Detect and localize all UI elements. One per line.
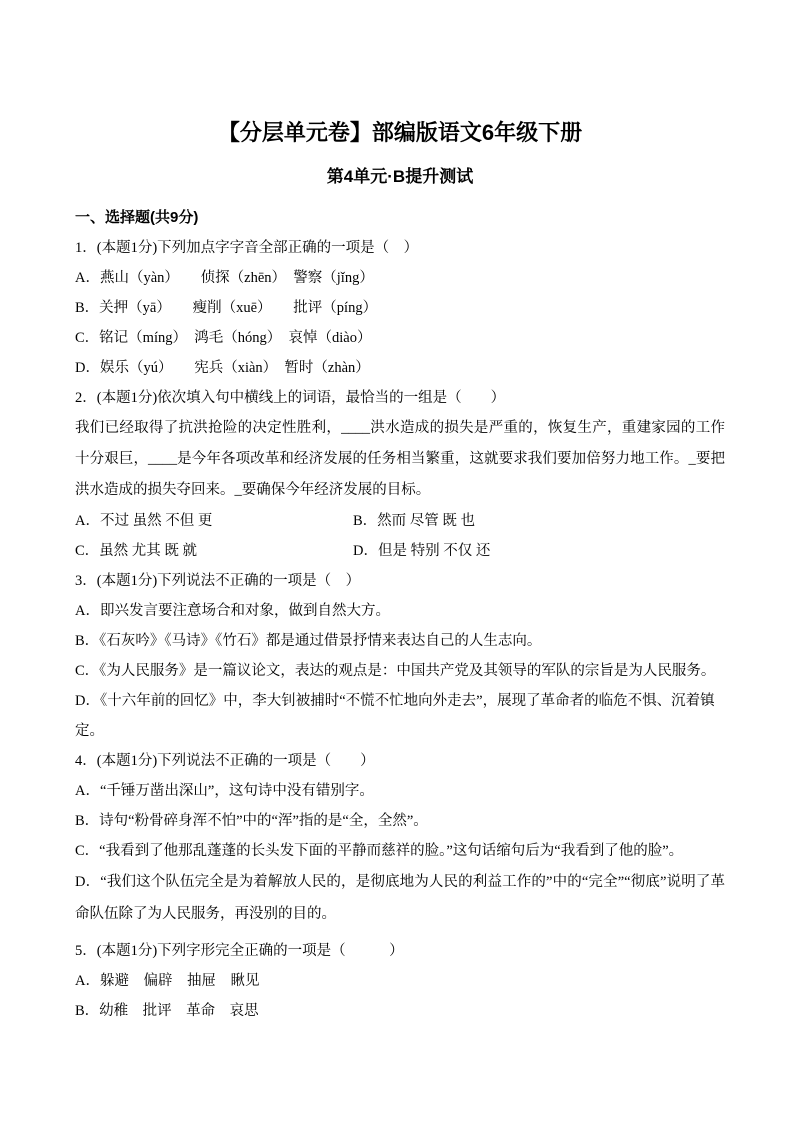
question-5-stem: 5．(本题1分)下列字形完全正确的一项是（ ）	[75, 943, 404, 959]
question-4-option-c: C．“我看到了他那乱蓬蓬的长头发下面的平静而慈祥的脸。”这句话缩句后为“我看到了他的脸”。	[75, 843, 684, 859]
question-4-option-d: D．“我们这个队伍完全是为着解放人民的，是彻底地为人民的利益工作的”中的“完全”“彻底”说明了革命队伍除了为人民服务，再没别的目的。	[75, 874, 725, 922]
section-heading: 一、选择题(共9分)	[75, 209, 199, 226]
question-4-option-b: B．诗句“粉骨碎身浑不怕”中的“浑”指的是“全，全然”。	[75, 813, 428, 829]
question-2-options-row-1	[75, 506, 725, 536]
question-2-option-c: C．虽然 尤其 既 就	[75, 543, 198, 559]
question-3-option-d: D．《十六年前的回忆》中，李大钊被捕时“不慌不忙地向外走去”，展现了革命者的临危不惧、沉着镇定。	[75, 693, 715, 739]
question-1	[75, 233, 725, 383]
question-3-stem: 3．(本题1分)下列说法不正确的一项是（ ）	[75, 573, 361, 589]
question-2-option-a: A．不过 虽然 不但 更	[75, 513, 213, 529]
document-subtitle: 第4单元·B提升测试	[326, 167, 474, 186]
question-1-option-c: C．铭记（míng） 鸿毛（hóng） 哀悼（diào）	[75, 330, 372, 346]
question-2	[75, 383, 725, 566]
question-2-option-b: B．然而 尽管 既 也	[353, 513, 476, 529]
question-4-stem: 4．(本题1分)下列说法不正确的一项是（ ）	[75, 753, 375, 769]
question-1-stem: 1．(本题1分)下列加点字字音全部正确的一项是（ ）	[75, 240, 419, 256]
question-5-option-b: B．幼稚 批评 革命 哀思	[75, 1003, 259, 1019]
question-5-option-a: A．躲避 偏辟 抽屉 瞅见	[75, 973, 260, 989]
question-3	[75, 566, 725, 746]
question-2-stem: 2．(本题1分)依次填入句中横线上的词语，最恰当的一组是（ ）	[75, 390, 506, 406]
document-title: 【分层单元卷】部编版语文6年级下册	[217, 120, 583, 145]
question-4	[75, 746, 725, 930]
question-2-options-row-2	[75, 536, 725, 566]
question-1-option-d: D．娱乐（yú） 宪兵（xiàn） 暂时（zhàn）	[75, 360, 370, 376]
exam-content	[75, 118, 725, 1026]
question-3-option-a: A．即兴发言要注意场合和对象，做到自然大方。	[75, 603, 390, 619]
question-4-option-a: A．“千锤万凿出深山”，这句诗中没有错别字。	[75, 783, 374, 799]
question-3-option-c: C．《为人民服务》是一篇议论文，表达的观点是：中国共产党及其领导的军队的宗旨是为人民服务。	[75, 663, 716, 679]
question-1-option-a: A．燕山（yàn） 侦探（zhēn） 警察（jǐng）	[75, 270, 374, 286]
question-2-option-d: D．但是 特别 不仅 还	[353, 543, 491, 559]
question-3-option-b: B．《石灰吟》《马诗》《竹石》都是通过借景抒情来表达自己的人生志向。	[75, 633, 542, 649]
question-1-option-b: B．关押（yā） 瘦削（xuē） 批评（píng）	[75, 300, 378, 316]
question-5	[75, 936, 725, 1026]
question-2-passage: 我们已经取得了抗洪抢险的决定性胜利，____洪水造成的损失是严重的，恢复生产，重建家园的工作十分艰巨，____是今年各项改革和经济发展的任务相当繁重，这就要求我们要加倍努力地工作。_要把洪水造成的损失夺回来。_要确保今年经济发展的目标。	[75, 420, 725, 498]
